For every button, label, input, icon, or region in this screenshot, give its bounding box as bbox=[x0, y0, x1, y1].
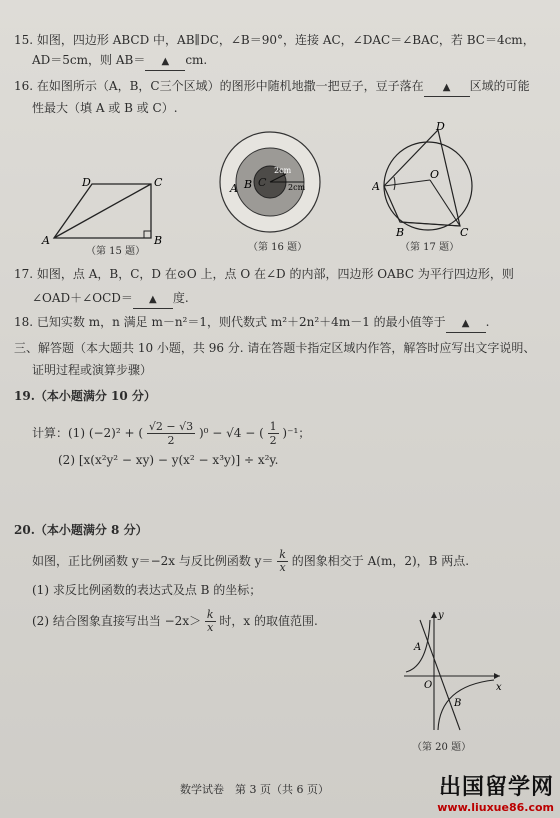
q20-k-num: k bbox=[279, 548, 286, 561]
q17-line2 bbox=[32, 290, 189, 309]
q17-line2-post: 度. bbox=[172, 291, 189, 305]
fig17-label-b: B bbox=[396, 226, 405, 239]
q19-part2: (2) [x(x²y² − xy) − y(x² − x³y)] ÷ x²y. bbox=[58, 453, 279, 467]
figure-17 bbox=[372, 122, 478, 240]
fig20-label-b: B bbox=[454, 698, 462, 709]
site-watermark bbox=[437, 770, 554, 814]
fig17-label-o: O bbox=[430, 168, 440, 181]
fig16-caption: （第 16 题） bbox=[248, 242, 308, 253]
q15-line2 bbox=[32, 52, 207, 71]
q15-line2-post: cm. bbox=[185, 53, 208, 67]
q16-line1-pre: 16. 在如图所示（A，B，C三个区域）的图形中随机地撒一把豆子，豆子落在 bbox=[14, 79, 424, 93]
fig15-label-c: C bbox=[154, 176, 163, 189]
q20-k-fraction bbox=[277, 549, 288, 574]
q20-part2-pre: (2) 结合图象直接写出当 −2x＞ bbox=[32, 614, 202, 628]
q19-part1-end: )⁻¹； bbox=[282, 426, 311, 440]
q19-frac-den: 2 bbox=[167, 434, 175, 447]
q20-part2-k-num: k bbox=[206, 608, 214, 621]
q15-line2-pre: AD＝5cm，则 AB＝ bbox=[32, 53, 146, 67]
q20-k-den: x bbox=[279, 561, 286, 574]
q16-line1-post: 区域的可能 bbox=[469, 79, 530, 93]
q19-fraction bbox=[147, 420, 195, 447]
q20-line1-pre: 如图，正比例函数 y＝−2x 与反比例函数 y＝ bbox=[32, 554, 274, 568]
fig16-label-a: A bbox=[230, 182, 238, 195]
fig16-label-r2: 2cm bbox=[288, 183, 306, 192]
q18-line bbox=[14, 314, 489, 333]
fig16-label-r1: 2cm bbox=[274, 166, 292, 175]
q16-line2: 性最大（填 A 或 B 或 C）. bbox=[32, 101, 178, 115]
q19-frac-num: √2 − √3 bbox=[148, 420, 194, 433]
q16-blank: ▲ bbox=[424, 80, 470, 97]
fig17-caption: （第 17 题） bbox=[400, 242, 460, 253]
q19-half-num: 1 bbox=[269, 420, 277, 433]
fig15-label-b: B bbox=[154, 234, 163, 247]
watermark-title: 出国留学网 bbox=[438, 775, 554, 800]
q17-line1: 17. 如图，点 A，B，C，D 在⊙O 上，点 O 在∠D 的内部，四边形 OABC 为平行四边形，则 bbox=[14, 267, 514, 281]
q18-blank: ▲ bbox=[446, 316, 486, 333]
q20-part2 bbox=[32, 606, 318, 636]
q20-line1 bbox=[32, 546, 469, 576]
q20-line1-post: 的图象相交于 A(m，2)，B 两点. bbox=[291, 554, 470, 568]
q19-part1 bbox=[32, 416, 310, 450]
section3-line1: 三、解答题（本大题共 10 小题，共 96 分. 请在答题卡指定区域内作答，解答时应写出文字说明、 bbox=[14, 341, 536, 355]
figure-20 bbox=[398, 606, 508, 738]
q15-blank: ▲ bbox=[145, 54, 185, 71]
q19-header: 19.（本小题满分 10 分） bbox=[14, 389, 156, 403]
fig20-label-o: O bbox=[424, 680, 433, 691]
section3-line2: 证明过程或演算步骤） bbox=[32, 363, 153, 377]
q19-part1-post: )⁰ − √4 − ( bbox=[198, 426, 264, 440]
q18-text-post: . bbox=[485, 315, 490, 329]
q18-text-pre: 18. 已知实数 m，n 满足 m－n²＝1，则代数式 m²＋2n²＋4m－1 的最小值等于 bbox=[14, 315, 446, 329]
q20-part2-fraction bbox=[205, 609, 216, 634]
fig20-caption: （第 20 题） bbox=[412, 742, 472, 753]
q20-part2-post: 时，x 的取值范围. bbox=[219, 614, 318, 628]
q19-part1-pre: 计算：(1) (−2)² + ( bbox=[32, 426, 144, 440]
watermark-url: www.liuxue86.com bbox=[437, 801, 554, 814]
figure-16 bbox=[218, 126, 322, 238]
q17-blank: ▲ bbox=[133, 292, 173, 309]
fig16-label-b: B bbox=[244, 178, 253, 191]
q20-header: 20.（本小题满分 8 分） bbox=[14, 523, 148, 537]
q19-half-fraction bbox=[268, 420, 279, 447]
fig20-label-y: y bbox=[438, 610, 444, 621]
q20-part1: (1) 求反比例函数的表达式及点 B 的坐标； bbox=[32, 583, 262, 597]
fig16-label-c: C bbox=[258, 176, 267, 189]
fig15-label-a: A bbox=[42, 234, 50, 247]
q17-line2-pre: ∠OAD＋∠OCD＝ bbox=[32, 291, 133, 305]
fig17-label-d: D bbox=[436, 122, 445, 133]
page-footer: 数学试卷 第 3 页（共 6 页） bbox=[180, 783, 329, 796]
q19-half-den: 2 bbox=[269, 434, 277, 447]
q15-line1: 15. 如图，四边形 ABCD 中，AB∥DC，∠B＝90°，连接 AC，∠DAC＝∠BAC，若 BC＝4cm， bbox=[14, 33, 535, 47]
fig15-caption: （第 15 题） bbox=[86, 246, 146, 257]
fig15-label-d: D bbox=[82, 176, 91, 189]
fig17-label-a: A bbox=[372, 180, 380, 193]
fig17-label-c: C bbox=[460, 226, 469, 239]
q20-part2-k-den: x bbox=[207, 621, 214, 634]
fig20-label-x: x bbox=[496, 682, 502, 693]
q16-line1 bbox=[14, 78, 530, 97]
fig20-label-a: A bbox=[414, 642, 422, 653]
